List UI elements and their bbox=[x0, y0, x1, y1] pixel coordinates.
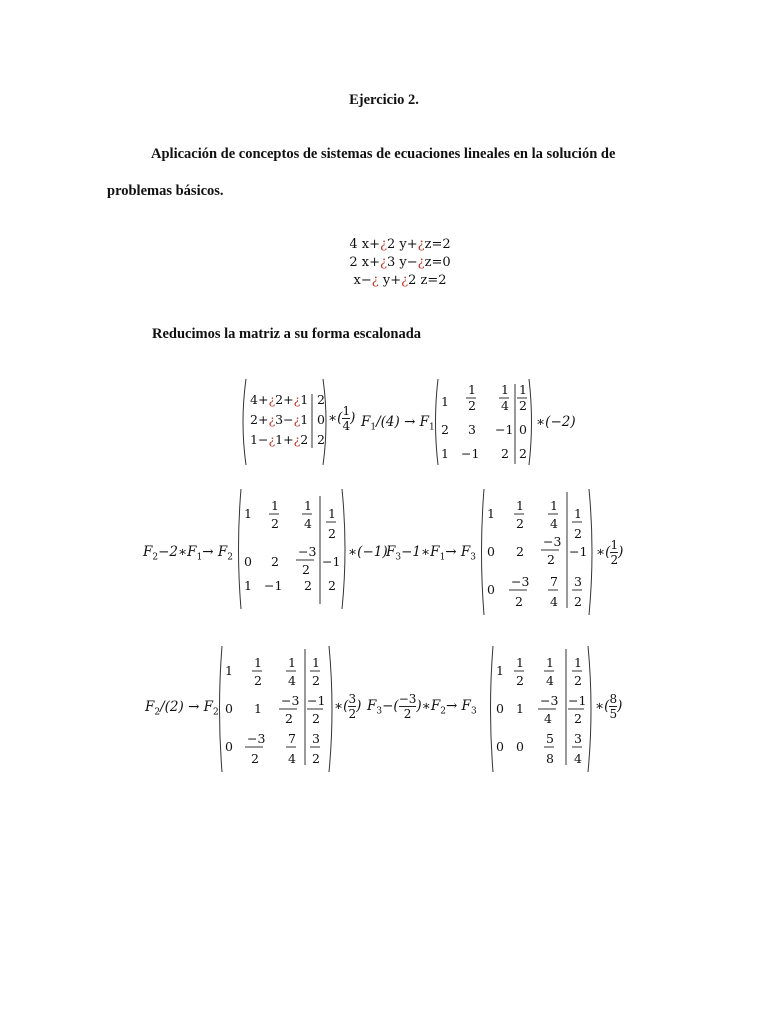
svg-text:−1: −1 bbox=[569, 544, 588, 559]
svg-text:1: 1 bbox=[441, 394, 449, 409]
svg-text:−1: −1 bbox=[264, 578, 283, 593]
svg-text:1: 1 bbox=[271, 498, 279, 513]
svg-text:8: 8 bbox=[546, 751, 554, 766]
svg-text:−1: −1 bbox=[461, 446, 480, 461]
svg-text:−3: −3 bbox=[511, 574, 530, 589]
step-2-matrix-2 bbox=[479, 486, 595, 618]
svg-text:−1: −1 bbox=[307, 693, 326, 708]
step-3-operation-2: $F_3-(-3$ 2 )$∗F_2\to F_3$ bbox=[367, 692, 477, 721]
svg-text:−3: −3 bbox=[298, 544, 317, 559]
svg-text:2: 2 bbox=[468, 398, 476, 413]
svg-text:4+¿2+¿1: 4+¿2+¿1 bbox=[250, 392, 309, 407]
svg-text:1: 1 bbox=[328, 506, 336, 521]
svg-text:2: 2 bbox=[304, 578, 312, 593]
svg-text:1: 1 bbox=[312, 655, 320, 670]
svg-text:2: 2 bbox=[516, 544, 524, 559]
svg-text:2+¿3−¿1: 2+¿3−¿1 bbox=[250, 412, 309, 427]
step-3-multiplier: ∗(3 2 ) bbox=[334, 692, 362, 721]
svg-text:1: 1 bbox=[501, 382, 509, 397]
step-2-multiplier: ∗(−1) bbox=[348, 544, 388, 560]
svg-text:0: 0 bbox=[225, 739, 233, 754]
equation-3: x−¿ y+¿2 z=2 bbox=[353, 273, 447, 288]
step-2-operation-2: $F_3-1∗F_1\to F_3$ bbox=[386, 544, 477, 563]
svg-text:1: 1 bbox=[441, 446, 449, 461]
equation-2: 2 x+¿3 y−¿z=0 bbox=[349, 255, 451, 270]
step-3-after: ∗(8 5 ) bbox=[595, 692, 623, 721]
step-3-matrix-1 bbox=[217, 643, 335, 775]
svg-text:1: 1 bbox=[244, 578, 252, 593]
svg-text:1: 1 bbox=[487, 506, 495, 521]
svg-text:0: 0 bbox=[516, 739, 524, 754]
svg-text:1−¿1+¿2: 1−¿1+¿2 bbox=[250, 432, 309, 447]
step-1-result-matrix bbox=[433, 376, 543, 468]
svg-text:1: 1 bbox=[546, 655, 554, 670]
svg-text:0: 0 bbox=[317, 412, 325, 427]
step-2-operation-1: $F_2-2∗F_1\to F_2$ bbox=[143, 544, 234, 563]
step-3-operation-1: $F_2/(2) \to F_2$ bbox=[145, 699, 219, 718]
svg-text:0: 0 bbox=[519, 422, 527, 437]
svg-text:−3: −3 bbox=[247, 731, 266, 746]
svg-text:4: 4 bbox=[550, 516, 558, 531]
svg-text:2: 2 bbox=[271, 516, 279, 531]
svg-text:3: 3 bbox=[574, 731, 582, 746]
svg-text:−3: −3 bbox=[540, 693, 559, 708]
svg-text:2: 2 bbox=[254, 673, 262, 688]
svg-text:1: 1 bbox=[244, 506, 252, 521]
svg-text:0: 0 bbox=[225, 701, 233, 716]
svg-text:0: 0 bbox=[496, 739, 504, 754]
svg-text:4: 4 bbox=[288, 751, 296, 766]
svg-text:2: 2 bbox=[574, 673, 582, 688]
svg-text:2: 2 bbox=[312, 711, 320, 726]
svg-text:2: 2 bbox=[519, 398, 527, 413]
svg-text:4: 4 bbox=[544, 711, 552, 726]
svg-text:4: 4 bbox=[574, 751, 582, 766]
svg-text:−1: −1 bbox=[495, 422, 514, 437]
svg-text:5: 5 bbox=[546, 731, 554, 746]
step-2-after: ∗(1 2 ) bbox=[596, 538, 624, 567]
svg-text:2: 2 bbox=[317, 432, 325, 447]
svg-text:1: 1 bbox=[519, 382, 527, 397]
svg-text:1: 1 bbox=[468, 382, 476, 397]
svg-text:−1: −1 bbox=[568, 693, 587, 708]
svg-text:1: 1 bbox=[516, 655, 524, 670]
svg-text:1: 1 bbox=[574, 655, 582, 670]
svg-text:2: 2 bbox=[441, 422, 449, 437]
svg-text:1: 1 bbox=[516, 498, 524, 513]
svg-text:3: 3 bbox=[468, 422, 476, 437]
svg-text:1: 1 bbox=[288, 655, 296, 670]
svg-text:2: 2 bbox=[515, 594, 523, 609]
svg-text:1: 1 bbox=[496, 663, 504, 678]
svg-text:2: 2 bbox=[501, 446, 509, 461]
svg-text:2: 2 bbox=[312, 673, 320, 688]
intro-line-2: problemas básicos. bbox=[107, 183, 224, 199]
svg-text:1: 1 bbox=[254, 701, 262, 716]
exercise-title: Ejercicio 2. bbox=[349, 92, 419, 108]
svg-text:4: 4 bbox=[288, 673, 296, 688]
equation-system bbox=[300, 236, 500, 290]
svg-text:1: 1 bbox=[574, 506, 582, 521]
svg-text:7: 7 bbox=[288, 731, 296, 746]
svg-text:2: 2 bbox=[519, 446, 527, 461]
svg-text:1: 1 bbox=[225, 663, 233, 678]
svg-text:1: 1 bbox=[304, 498, 312, 513]
step-2-matrix-1 bbox=[236, 486, 348, 612]
svg-text:2: 2 bbox=[302, 562, 310, 577]
svg-text:2: 2 bbox=[547, 552, 555, 567]
svg-text:4: 4 bbox=[550, 594, 558, 609]
svg-text:1: 1 bbox=[516, 701, 524, 716]
svg-text:2: 2 bbox=[574, 594, 582, 609]
svg-text:−3: −3 bbox=[543, 534, 562, 549]
svg-text:0: 0 bbox=[244, 554, 252, 569]
svg-text:0: 0 bbox=[487, 544, 495, 559]
step-1-multiplier: ∗(1 4 ) bbox=[328, 404, 356, 433]
svg-text:2: 2 bbox=[317, 392, 325, 407]
svg-text:2: 2 bbox=[312, 751, 320, 766]
svg-text:2: 2 bbox=[285, 711, 293, 726]
svg-text:2: 2 bbox=[574, 711, 582, 726]
svg-text:2: 2 bbox=[251, 751, 259, 766]
step-3-matrix-2 bbox=[488, 643, 596, 775]
svg-text:3: 3 bbox=[574, 574, 582, 589]
step-1-after: ∗(−2) bbox=[536, 414, 576, 430]
reduction-subheading: Reducimos la matriz a su forma escalonada bbox=[152, 326, 422, 342]
svg-text:4: 4 bbox=[546, 673, 554, 688]
intro-line-1: Aplicación de conceptos de sistemas de ecuaciones lineales en la solución de bbox=[151, 146, 616, 162]
svg-text:2: 2 bbox=[328, 526, 336, 541]
svg-text:−3: −3 bbox=[281, 693, 300, 708]
svg-text:2: 2 bbox=[574, 526, 582, 541]
step-1-operation: $F_1/(4) \to F_1$ bbox=[361, 414, 435, 433]
svg-text:3: 3 bbox=[312, 731, 320, 746]
svg-text:4: 4 bbox=[304, 516, 312, 531]
svg-text:0: 0 bbox=[487, 582, 495, 597]
svg-text:1: 1 bbox=[254, 655, 262, 670]
svg-text:7: 7 bbox=[550, 574, 558, 589]
svg-text:2: 2 bbox=[516, 516, 524, 531]
equation-1: 4 x+¿2 y+¿z=2 bbox=[349, 237, 451, 252]
svg-text:−1: −1 bbox=[322, 554, 341, 569]
svg-text:2: 2 bbox=[271, 554, 279, 569]
svg-text:1: 1 bbox=[550, 498, 558, 513]
svg-text:4: 4 bbox=[501, 398, 509, 413]
svg-text:2: 2 bbox=[516, 673, 524, 688]
svg-text:0: 0 bbox=[496, 701, 504, 716]
svg-text:2: 2 bbox=[328, 578, 336, 593]
